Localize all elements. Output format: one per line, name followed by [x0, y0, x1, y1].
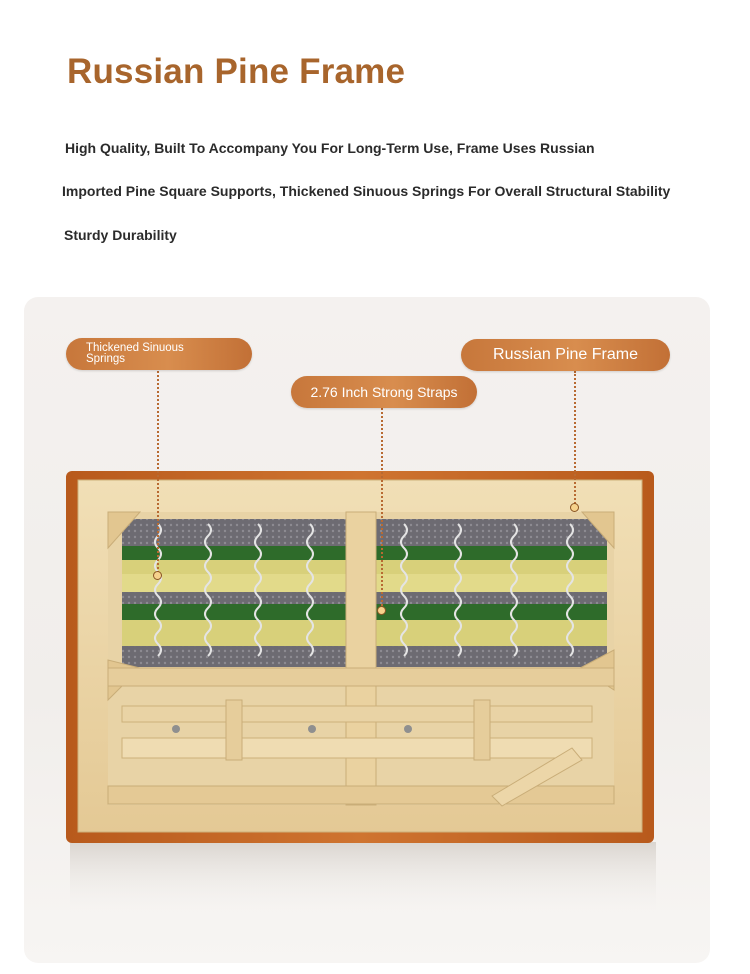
callout-frame [461, 339, 670, 371]
screw [308, 725, 316, 733]
rail-middle [122, 706, 592, 722]
rail-upper [108, 668, 614, 686]
rail-bottom [108, 786, 614, 804]
callout-straps [291, 376, 477, 408]
frame-marker-dot [570, 503, 579, 512]
description-line-2: Imported Pine Square Supports, Thickened Sinuous Springs For Overall Structural Stability [62, 183, 671, 199]
frame-leader-line [574, 371, 576, 507]
straps-marker-dot [377, 606, 386, 615]
callout-springs [66, 338, 252, 370]
callout-frame-label: Russian Pine Frame [493, 346, 638, 363]
description-line-3: Sturdy Durability [64, 227, 177, 243]
post-right [474, 700, 490, 760]
screw [404, 725, 412, 733]
floor-shadow [70, 842, 656, 912]
callout-straps-label: 2.76 Inch Strong Straps [310, 384, 458, 400]
springs-marker-dot [153, 571, 162, 580]
description-line-1: High Quality, Built To Accompany You For Long-Term Use, Frame Uses Russian [65, 140, 595, 156]
rail-lower [122, 738, 592, 758]
screw [172, 725, 180, 733]
center-support-post [346, 512, 376, 805]
straps-leader-line [381, 408, 383, 610]
post-left [226, 700, 242, 760]
callout-springs-label: Thickened Sinuous Springs [86, 342, 184, 365]
springs-leader-line [157, 368, 159, 576]
page-title: Russian Pine Frame [67, 52, 406, 91]
